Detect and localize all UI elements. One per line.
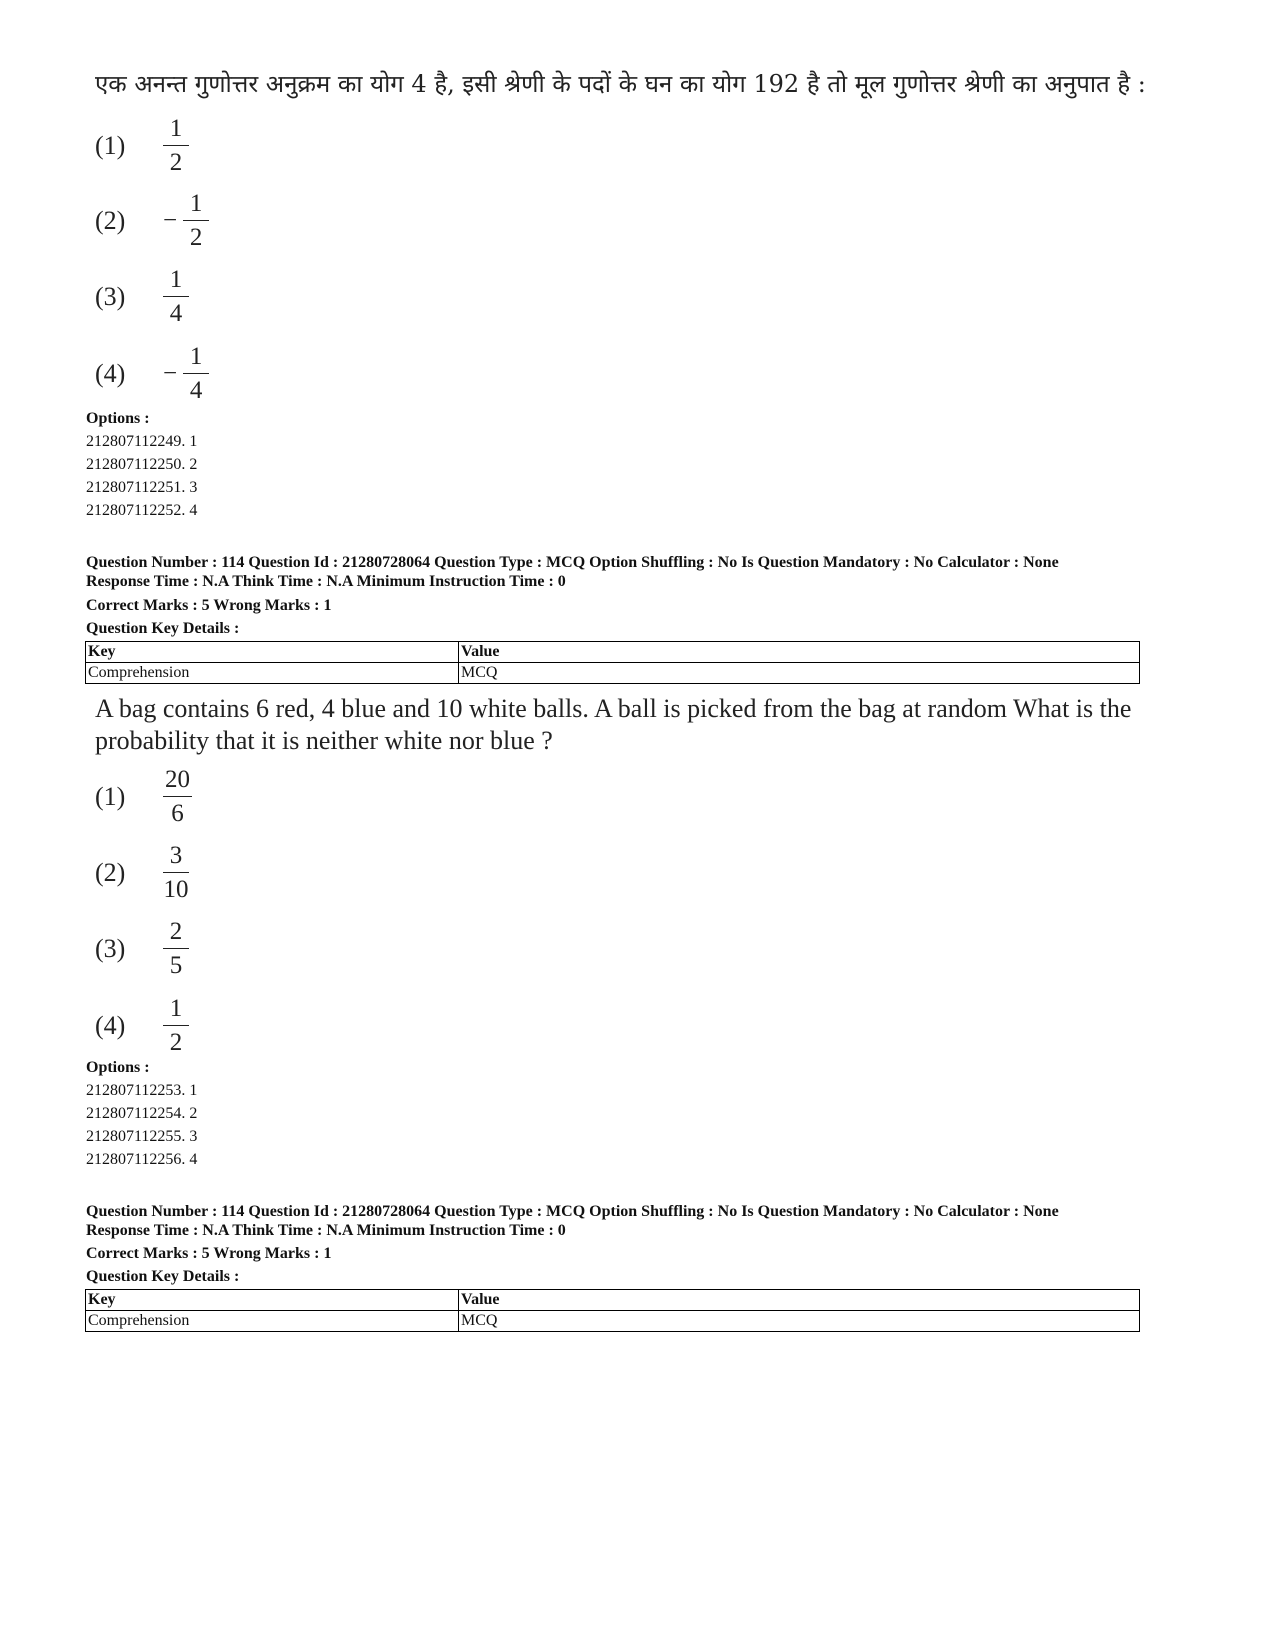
question-2-choice-4: [95, 995, 189, 1057]
denominator: 2: [169, 1029, 183, 1056]
question-1-choice-4: [95, 343, 209, 405]
option-id: 212807112253. 1: [86, 1082, 198, 1099]
numerator: 1: [163, 995, 189, 1026]
table-row: [86, 1311, 1140, 1332]
question-2-choice-3: [95, 918, 189, 980]
question-1-choice-3: [95, 266, 189, 328]
table-cell-key: Comprehension: [86, 663, 459, 684]
options-list: [86, 1079, 197, 1171]
option-id: 212807112250. 2: [86, 456, 198, 473]
fraction: [163, 918, 189, 980]
fraction: [183, 343, 209, 405]
choice-label: (3): [95, 934, 126, 963]
choice-label: (3): [95, 282, 126, 311]
option-id: 212807112249. 1: [86, 433, 198, 450]
numerator: 1: [183, 343, 209, 374]
denominator: 10: [163, 876, 189, 903]
numerator: 3: [163, 842, 189, 873]
question-timing-line: Response Time : N.A Think Time : N.A Minimum Instruction Time : 0: [86, 1222, 566, 1239]
table-header-key: Key: [86, 642, 459, 663]
fraction: [163, 115, 189, 177]
option-id: 212807112251. 3: [86, 479, 198, 496]
options-list: [86, 430, 197, 522]
table-header-value: Value: [459, 1290, 1140, 1311]
denominator: 2: [189, 224, 203, 251]
question-1-text: एक अनन्त गुणोत्तर अनुक्रम का योग 4 है, इसी श्रेणी के पदों के घन का योग 192 है तो मूल गुणोत्तर श्रेणी का अनुपात है :: [95, 70, 1146, 98]
options-heading: Options :: [86, 410, 150, 427]
numerator: 1: [163, 266, 189, 297]
denominator: 6: [171, 800, 184, 827]
key-details-heading: Question Key Details :: [86, 1268, 240, 1285]
fraction: [163, 995, 189, 1057]
choice-label: (4): [95, 1011, 126, 1040]
numerator: 2: [163, 918, 189, 949]
question-1-choice-1: [95, 115, 189, 177]
question-meta-line: Question Number : 114 Question Id : 21280728064 Question Type : MCQ Option Shuffling : No Is Question Mandatory : No Calculator : None: [86, 1203, 1059, 1220]
choice-label: (2): [95, 858, 126, 887]
question-2-choice-1: [95, 766, 192, 828]
minus-sign: −: [163, 360, 178, 387]
fraction: [163, 842, 189, 904]
key-value-table: [85, 1289, 1140, 1332]
fraction: [163, 266, 189, 328]
marks-line: Correct Marks : 5 Wrong Marks : 1: [86, 597, 332, 614]
option-id: 212807112256. 4: [86, 1151, 198, 1168]
numerator: 1: [163, 115, 189, 146]
table-header-value: Value: [459, 642, 1140, 663]
choice-label: (1): [95, 131, 126, 160]
table-header-row: [86, 642, 1140, 663]
question-meta-line: Question Number : 114 Question Id : 21280728064 Question Type : MCQ Option Shuffling : No Is Question Mandatory : No Calculator : None: [86, 554, 1059, 571]
question-timing-line: Response Time : N.A Think Time : N.A Minimum Instruction Time : 0: [86, 573, 566, 590]
table-header-row: [86, 1290, 1140, 1311]
key-value-table: [85, 641, 1140, 684]
question-2-choice-2: [95, 842, 189, 904]
denominator: 4: [189, 377, 203, 404]
option-id: 212807112252. 4: [86, 502, 198, 519]
choice-label: (2): [95, 206, 126, 235]
table-cell-value: MCQ: [459, 1311, 1140, 1332]
question-1-choice-2: [95, 190, 209, 252]
marks-line: Correct Marks : 5 Wrong Marks : 1: [86, 1245, 332, 1262]
minus-sign: −: [163, 207, 178, 234]
numerator: 20: [163, 766, 192, 797]
question-2-text: A bag contains 6 red, 4 blue and 10 white balls. A ball is picked from the bag at random What is the probability that it is neither white nor blue ?: [95, 694, 1132, 755]
table-header-key: Key: [86, 1290, 459, 1311]
option-id: 212807112254. 2: [86, 1105, 198, 1122]
numerator: 1: [183, 190, 209, 221]
denominator: 5: [169, 952, 183, 979]
choice-label: (1): [95, 782, 126, 811]
table-row: [86, 663, 1140, 684]
fraction: [183, 190, 209, 252]
denominator: 4: [169, 300, 183, 327]
options-heading: Options :: [86, 1059, 150, 1076]
fraction: [163, 766, 192, 828]
option-id: 212807112255. 3: [86, 1128, 198, 1145]
choice-label: (4): [95, 359, 126, 388]
table-cell-key: Comprehension: [86, 1311, 459, 1332]
key-details-heading: Question Key Details :: [86, 620, 240, 637]
table-cell-value: MCQ: [459, 663, 1140, 684]
denominator: 2: [169, 149, 183, 176]
